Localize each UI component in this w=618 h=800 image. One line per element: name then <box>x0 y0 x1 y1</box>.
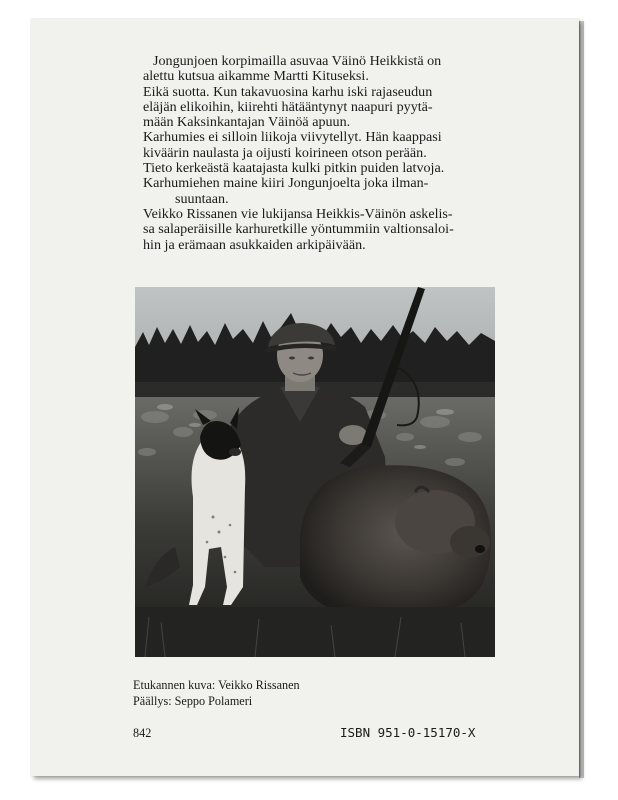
blurb-line: Veikko Rissanen vie lukijansa Heikkis-Väinön askelis- <box>143 205 453 222</box>
blurb-line: suuntaan. <box>175 190 229 207</box>
book-spine-edge <box>579 21 584 778</box>
catalog-code: 842 <box>133 726 152 740</box>
blurb-text <box>143 54 489 253</box>
blurb-line: Karhumies ei silloin liikoja viivytellyt. Hän kaappasi <box>143 129 442 146</box>
blurb-line: sa salaperäisille karhuretkille yöntummiin valtionsaloi- <box>143 221 454 238</box>
blurb-line: mään Kaksinkantajan Väinöä apuun. <box>143 114 351 131</box>
cover-design-credit: Päällys: Seppo Polameri <box>133 693 253 708</box>
blurb-line: alettu kutsua aikamme Martti Kituseksi. <box>143 68 369 85</box>
blurb-line: hin ja erämaan asukkaiden arkipäivään. <box>143 236 366 253</box>
photo-illustration <box>135 287 495 657</box>
isbn: ISBN 951-0-15170-X <box>340 725 476 740</box>
cover-photo-credit: Etukannen kuva: Veikko Rissanen <box>133 678 300 692</box>
credits <box>133 678 300 709</box>
blurb-line: eläjän elikoihin, kiirehti hätääntynyt naapuri pyytä- <box>143 98 433 115</box>
blurb-line: kiväärin naulasta ja oijusti koirineen otson perään. <box>143 144 427 161</box>
hunter-bear-photo <box>135 287 495 657</box>
blurb-line: Eikä suotta. Kun takavuosina karhu iski rajaseudun <box>143 83 433 100</box>
blurb-line: Jongunjoen korpimailla asuvaa Väinö Heikkistä on <box>153 53 442 69</box>
blurb-line: Karhumiehen maine kiiri Jongunjoelta joka ilman- <box>143 175 429 192</box>
blurb-line: Tieto kerkeästä kaatajasta kulki pitkin puiden latvoja. <box>143 160 445 177</box>
